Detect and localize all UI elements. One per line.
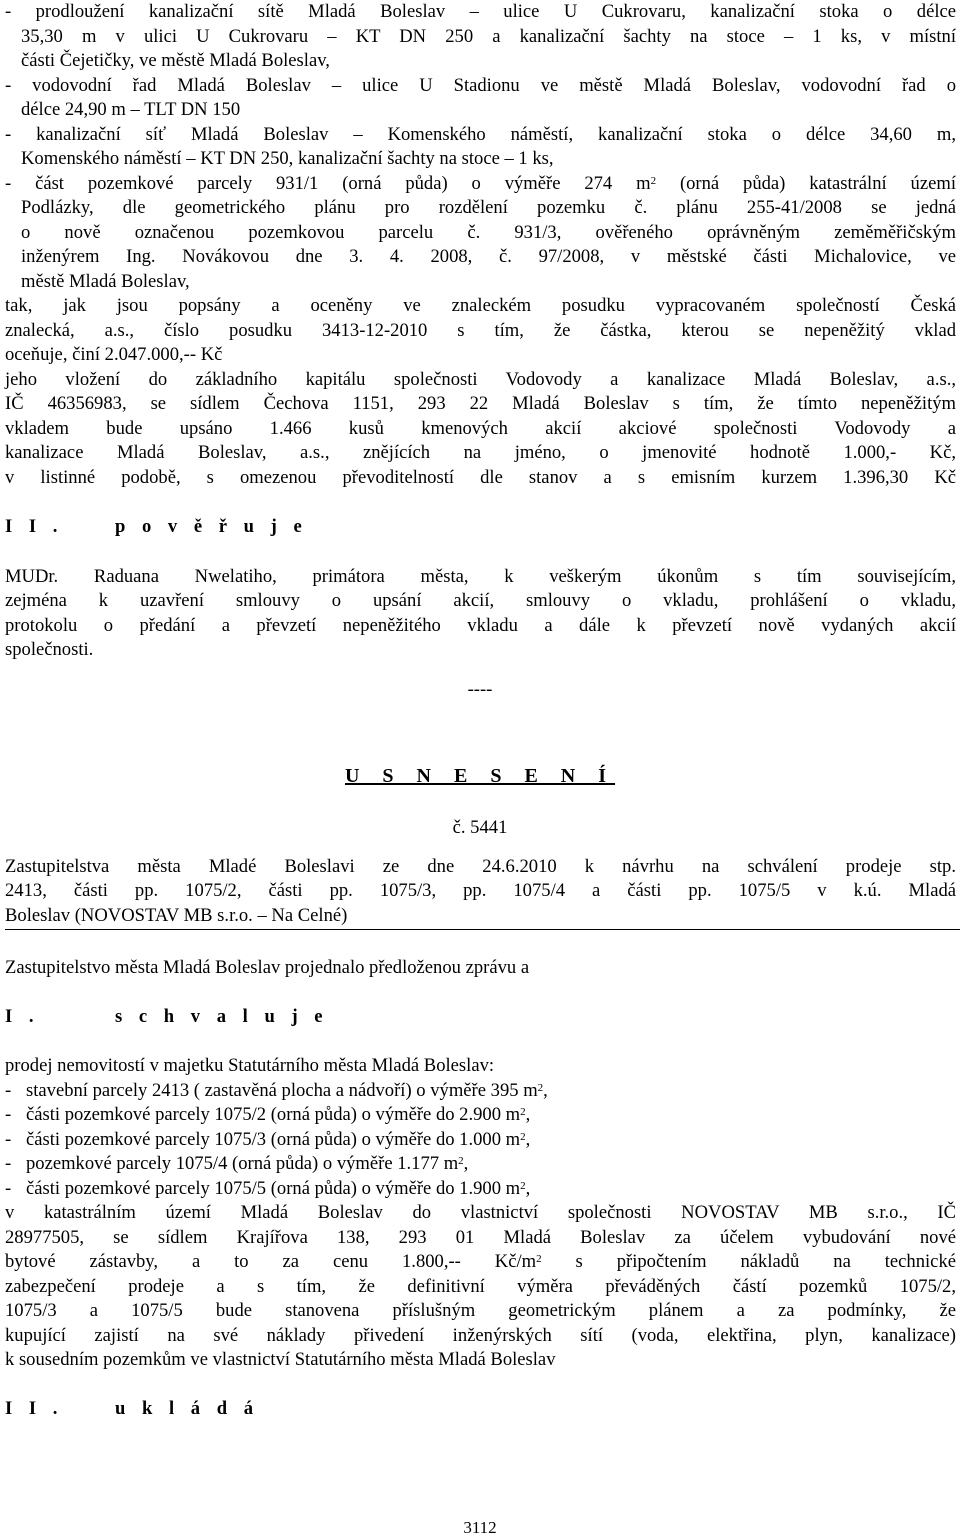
section-separator: ---- bbox=[467, 679, 493, 700]
deposit-line3: vkladem bude upsáno 1.466 kusů kmenových akcií akciové společnosti Vodovody a bbox=[5, 418, 956, 439]
deposit-line4: kanalizace Mladá Boleslav, a.s., znějících na jméno, o jmenovité hodnotě 1.000,- Kč, bbox=[5, 442, 956, 463]
price-conditions-text: s připočtením nákladů na technické bbox=[575, 1251, 956, 1272]
valuation-line2: znalecká, a.s., číslo posudku 3413-12-2010 s tím, že částka, kterou se nepeněžitý vklad bbox=[5, 320, 956, 341]
resolution-subject-line1: Zastupitelstva města Mladé Boleslavi ze dne 24.6.2010 k návrhu na schválení prodeje stp. bbox=[5, 856, 956, 877]
list-comma: , bbox=[525, 1129, 531, 1150]
sale-list-item bbox=[5, 1079, 956, 1103]
page-number: 3112 bbox=[463, 1518, 497, 1537]
section-heading-uklada bbox=[5, 1397, 956, 1421]
council-intro: Zastupitelstvo města Mladá Boleslav projednalo předloženou zprávu a bbox=[5, 957, 530, 978]
valuation-line1: tak, jak jsou popsány a oceněny ve znaleckém posudku vypracovaném společností Česká bbox=[5, 295, 956, 316]
bullet-water-main-line2: délce 24,90 m – TLT DN 150 bbox=[21, 99, 241, 120]
section-number: I I . bbox=[5, 1398, 64, 1419]
list-item-text: části pozemkové parcely 1075/5 (orná půda) o výměře do 1.900 m bbox=[26, 1178, 521, 1199]
list-dash: - bbox=[5, 1104, 12, 1125]
authorization-line2: zejména k uzavření smlouvy o upsání akcií, smlouvy o vkladu, prohlášení o vkladu, bbox=[5, 590, 956, 611]
squared-sup: 2 bbox=[537, 1082, 544, 1094]
sale-list-item bbox=[5, 1103, 956, 1127]
price-text: bytové zástavby, a to za cenu 1.800,-- Kč/m bbox=[5, 1251, 537, 1272]
section-number: I I . bbox=[5, 516, 64, 537]
section-verb: u k l á d á bbox=[115, 1398, 260, 1419]
squared-sup: 2 bbox=[650, 175, 657, 187]
list-item-text: části pozemkové parcely 1075/3 (orná půda) o výměře do 1.000 m bbox=[26, 1129, 521, 1150]
resolution-number: č. 5441 bbox=[452, 817, 508, 838]
list-comma: , bbox=[543, 1080, 548, 1101]
resolution-title: U S N E S E N Í bbox=[344, 765, 616, 787]
deposit-line2: IČ 46356983, se sídlem Čechova 1151, 293 22 Mladá Boleslav s tím, že tímto nepeněžitým bbox=[5, 393, 956, 414]
bullet-water-main-line1: - vodovodní řad Mladá Boleslav – ulice U Stadionu ve městě Mladá Boleslav, vodovodní řad o bbox=[5, 75, 956, 96]
bullet-parcel-line4: inženýrem Ing. Novákovou dne 3. 4. 2008, č. 97/2008, v městské části Michalovice, ve bbox=[21, 246, 956, 267]
sale-terms-line5: 1075/3 a 1075/5 bude stanovena příslušným geometrickým plánem a za podmínky, že bbox=[5, 1300, 956, 1321]
sale-list-item bbox=[5, 1152, 956, 1176]
sale-terms-line3 bbox=[5, 1250, 956, 1274]
bullet-parcel-line5: městě Mladá Boleslav, bbox=[21, 271, 190, 292]
bullet-sewer-komenskeho-line1: - kanalizační síť Mladá Boleslav – Komenského náměstí, kanalizační stoka o délce 34,60 m, bbox=[5, 124, 956, 145]
authorization-line4: společnosti. bbox=[5, 639, 94, 660]
sale-list-item bbox=[5, 1128, 956, 1152]
parcel-cadastral-text: (orná půda) katastrální území bbox=[679, 173, 956, 194]
sale-terms-line7: k sousedním pozemkům ve vlastnictví Statutárního města Mladá Boleslav bbox=[5, 1349, 556, 1370]
sale-list-item bbox=[5, 1177, 956, 1201]
list-comma: , bbox=[463, 1153, 469, 1174]
horizontal-rule bbox=[5, 929, 960, 930]
bullet-parcel-line1 bbox=[5, 172, 956, 196]
section-number: I . bbox=[5, 1006, 40, 1027]
resolution-subject-line3: Boleslav (NOVOSTAV MB s.r.o. – Na Celné) bbox=[5, 905, 348, 926]
sale-intro: prodej nemovitostí v majetku Statutárního města Mladá Boleslav: bbox=[5, 1055, 495, 1076]
list-comma: , bbox=[525, 1104, 531, 1125]
list-dash: - bbox=[5, 1080, 12, 1101]
list-item-text: části pozemkové parcely 1075/2 (orná půda) o výměře do 2.900 m bbox=[26, 1104, 521, 1125]
list-item-text: pozemkové parcely 1075/4 (orná půda) o výměře 1.177 m bbox=[26, 1153, 459, 1174]
resolution-subject-line2: 2413, části pp. 1075/2, části pp. 1075/3, pp. 1075/4 a části pp. 1075/5 v k.ú. Mladá bbox=[5, 880, 956, 901]
bullet-parcel-line2: Podlázky, dle geometrického plánu pro rozdělení pozemku č. plánu 255-41/2008 se jedná bbox=[21, 197, 956, 218]
deposit-line1: jeho vložení do základního kapitálu společnosti Vodovody a kanalizace Mladá Boleslav, a.s., bbox=[5, 369, 956, 390]
sale-terms-line6: kupující zajistí na své náklady přivedení inženýrských sítí (voda, elektřina, plyn, kanalizace) bbox=[5, 1325, 956, 1346]
squared-sup: 2 bbox=[520, 1131, 526, 1143]
bullet-sewer-cukrovar-line1: - prodloužení kanalizační sítě Mladá Boleslav – ulice U Cukrovaru, kanalizační stoka o délce bbox=[5, 1, 956, 22]
squared-sup: 2 bbox=[458, 1155, 464, 1167]
section-verb: s c h v a l u j e bbox=[115, 1006, 329, 1027]
list-item-text: stavební parcely 2413 ( zastavěná plocha a nádvoří) o výměře 395 m bbox=[26, 1080, 538, 1101]
section-heading-schvaluje bbox=[5, 1005, 956, 1029]
deposit-line5: v listinné podobě, s omezenou převoditelností dle stanov a s emisním kurzem 1.396,30 Kč bbox=[5, 467, 956, 488]
squared-sup: 2 bbox=[536, 1253, 542, 1265]
sale-terms-line1: v katastrálním území Mladá Boleslav do vlastnictví společnosti NOVOSTAV MB s.r.o., IČ bbox=[5, 1202, 956, 1223]
bullet-sewer-cukrovar-line3: části Čejetičky, ve městě Mladá Boleslav, bbox=[21, 50, 330, 71]
authorization-line3: protokolu o předání a převzetí nepeněžitého vkladu a dále k převzetí nově vydaných akcií bbox=[5, 615, 956, 636]
sale-terms-line2: 28977505, se sídlem Krajířova 138, 293 01 Mladá Boleslav za účelem vybudování nové bbox=[5, 1227, 956, 1248]
authorization-line1: MUDr. Raduana Nwelatiho, primátora města, k veškerým úkonům s tím souvisejícím, bbox=[5, 566, 956, 587]
sale-terms-line4: zabezpečení prodeje a s tím, že definitivní výměra převáděných částí pozemků 1075/2, bbox=[5, 1276, 956, 1297]
valuation-line3: oceňuje, činí 2.047.000,-- Kč bbox=[5, 344, 223, 365]
squared-sup: 2 bbox=[520, 1180, 526, 1192]
parcel-area-text: - část pozemkové parcely 931/1 (orná půda) o výměře 274 m bbox=[5, 173, 651, 194]
list-dash: - bbox=[5, 1178, 12, 1199]
bullet-sewer-cukrovar-line2: 35,30 m v ulici U Cukrovaru – KT DN 250 a kanalizační šachty na stoce – 1 ks, v místní bbox=[21, 26, 956, 47]
list-dash: - bbox=[5, 1129, 12, 1150]
squared-sup: 2 bbox=[520, 1106, 526, 1118]
bullet-parcel-line3: o nově označenou pozemkovou parcelu č. 931/3, ověřeného oprávněným zeměměřičským bbox=[21, 222, 956, 243]
section-heading-poveruje bbox=[5, 515, 956, 539]
list-comma: , bbox=[525, 1178, 531, 1199]
list-dash: - bbox=[5, 1153, 12, 1174]
bullet-sewer-komenskeho-line2: Komenského náměstí – KT DN 250, kanalizační šachty na stoce – 1 ks, bbox=[21, 148, 554, 169]
section-verb: p o v ě ř u j e bbox=[115, 516, 308, 537]
